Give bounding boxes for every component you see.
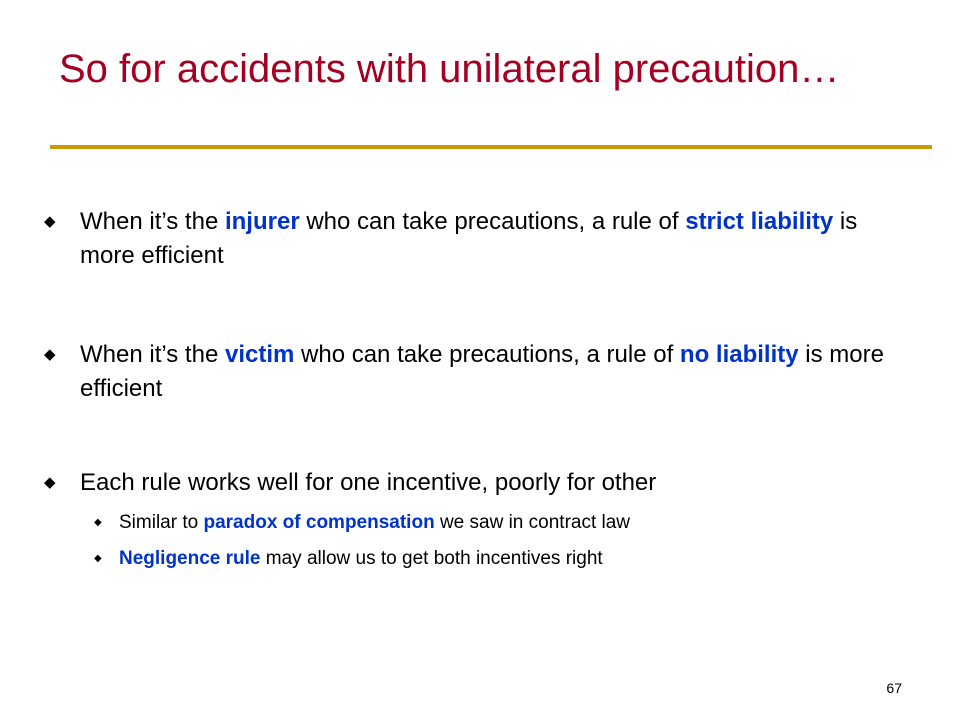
diamond-bullet-icon: ◆	[44, 346, 56, 363]
highlight-injurer: injurer	[224, 208, 300, 235]
bullet-text: Each rule works well for one incentive, poorly for other	[80, 469, 657, 496]
sub-bullet-paradox	[94, 509, 909, 537]
bullet-victim	[44, 338, 900, 406]
sub-bullet-text: Similar to	[119, 512, 204, 533]
diamond-bullet-icon: ◆	[44, 213, 56, 230]
sub-bullet-text: we saw in contract law	[434, 512, 631, 533]
diamond-bullet-icon: ◆	[94, 553, 102, 564]
highlight-paradox-of-compensation: paradox of compensation	[203, 512, 435, 533]
highlight-strict-liability: strict liability	[685, 208, 834, 235]
diamond-bullet-icon: ◆	[94, 517, 102, 528]
highlight-negligence-rule: Negligence rule	[119, 548, 261, 569]
slide-title: So for accidents with unilateral precaution…	[59, 47, 840, 91]
bullet-text: When it’s the	[80, 341, 225, 368]
page-number: 67	[886, 680, 902, 696]
title-divider	[50, 145, 932, 149]
bullet-each-rule	[44, 466, 900, 500]
highlight-no-liability: no liability	[679, 341, 799, 368]
bullet-text: is more efficient	[80, 208, 858, 269]
diamond-bullet-icon: ◆	[44, 474, 56, 491]
bullet-injurer	[44, 205, 900, 273]
sub-bullet-text: may allow us to get both incentives right	[260, 548, 603, 569]
highlight-victim: victim	[224, 341, 295, 368]
bullet-text: who can take precautions, a rule of	[294, 341, 680, 368]
bullet-text: is more efficient	[80, 341, 884, 402]
bullet-text: who can take precautions, a rule of	[299, 208, 686, 235]
bullet-text: When it’s the	[80, 208, 225, 235]
sub-bullet-negligence	[94, 545, 909, 573]
